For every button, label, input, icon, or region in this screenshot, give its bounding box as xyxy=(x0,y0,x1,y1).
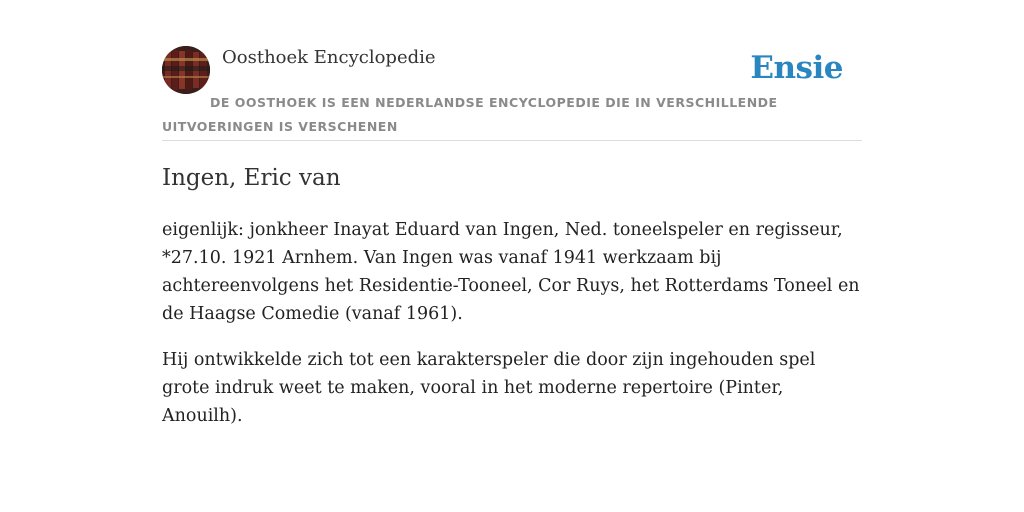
article-paragraph: eigenlijk: jonkheer Inayat Eduard van Ingen, Ned. toneelspeler en regisseur, *27.10. 1921 Arnhem. Van Ingen was vanaf 1941 werkzaam bij achtereenvolgens het Residentie-Tooneel, Cor Ruys, het Rotterdams Toneel en de Haagse Comedie (vanaf 1961). xyxy=(162,220,860,324)
source-header xyxy=(162,46,862,141)
source-name[interactable]: Oosthoek Encyclopedie xyxy=(222,47,436,68)
article xyxy=(162,162,862,448)
article-paragraph: Hij ontwikkelde zich tot een karakterspeler die door zijn ingehouden spel grote indruk weet te maken, vooral in het moderne repertoire (Pinter, Anouilh). xyxy=(162,350,816,426)
ensie-logo[interactable]: Ensie xyxy=(750,50,843,86)
article-title: Ingen, Eric van xyxy=(162,165,341,191)
source-tagline: DE OOSTHOEK IS EEN NEDERLANDSE ENCYCLOPEDIE DIE IN VERSCHILLENDE UITVOERINGEN IS VERSCHENEN xyxy=(162,95,778,134)
encyclopedia-books-icon[interactable] xyxy=(162,46,210,94)
